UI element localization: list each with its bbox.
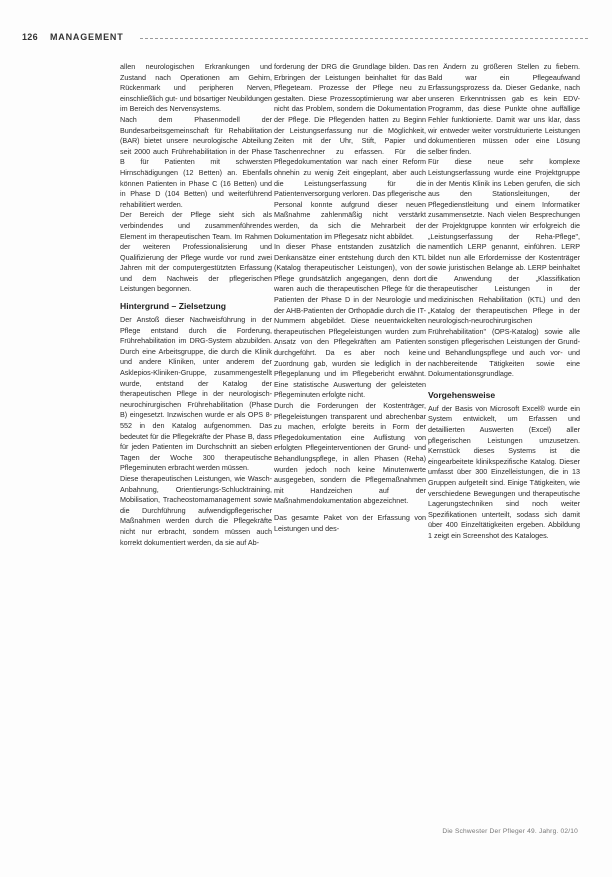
paragraph: ren Ändern zu größeren Stellen zu fiebern. Bald war ein Pflegeaufwand Erfassungsprozess da. Dieser Gedanke, nach unseren Erkenntnissen gab es kein EDV-Programm, das diese Punkte ohne auffällige Fehler funktionierte. Damit war uns klar, dass wir entweder weiter vorstrukturierte Leistungen dokumentieren müssen oder eine Lösung selber finden.	[428, 62, 580, 156]
page-number: 126	[22, 32, 38, 42]
paragraph: Der Bereich der Pflege sieht sich als verbindendes und zusammenführendes Element im therapeutischen Team. Im Rahmen der weiteren Professionalisierung und Qualifizierung der Pflege wurde vor rund zwei Jahren mit der computergestützten Erfassung und dem Nachweis der pflegerischen Leistungen begonnen.	[120, 210, 272, 294]
paragraph: Auf der Basis von Microsoft Excel® wurde ein System entwickelt, um Erfassen und detaillierten Auswerten (Excel) aller pflegerischen Leistungen umzusetzen. Kernstück dieses Systems ist die eingearbeitete klinikspezifische Katalog. Dieser umfasst über 300 Einzelleistungen, die in 13 Gruppen aufgeteilt sind. Einige Tätigkeiten, wie verschiedene Bewegungen und therapeutische Lagerungstechniken sind noch weiter Spezifikationen unterteilt, sodass sich damit über 400 Einzeltätigkeiten ergeben. Abbildung 1 zeigt ein Screenshot des Kataloges.	[428, 403, 580, 540]
section-title: MANAGEMENT	[50, 32, 124, 42]
paragraph: Das gesamte Paket von der Erfassung von Leistungen und des-	[274, 512, 426, 533]
text-column-1	[120, 62, 272, 842]
paragraph: allen neurologischen Erkrankungen und Zustand nach Operationen am Gehirn, Rückenmark und peripheren Nerven, einschließlich gut- und bösartiger Neubildungen im Bereich des Nervensystems.	[120, 62, 272, 114]
paragraph: Für diese neue sehr komplexe Leistungserfassung wurde eine Projektgruppe in der Mentis Klinik ins Leben gerufen, die sich aus den Stationsleitungen, der Pflegedienstleitung und einem Informatiker zusammensetzte. Nach vielen Besprechungen der Projektgruppe konnten wir erfolgreich die „Leistungserfassung der Reha-Pflege", namentlich LERP genannt, einführen. LERP bildet nun alle Erfordernisse der Kostenträger sowie juristischen Belange ab. LERP beinhaltet die Anwendung der „Klassifikation therapeutischer Leistungen in der medizinischen Rehabilitation (KTL) und den „Katalog der therapeutischen Pflege in der neurologisch-neurochirurgischen Frührehabilitation" (OPS-Katalog) sowie alle sonstigen pflegerischen Leistungen der Grund- und Behandlungspflege und auch vor- und nachbereitende Tätigkeiten sowie eine Dokumentationsgrundlage.	[428, 157, 580, 379]
page-footer: Die Schwester Der Pfleger 49. Jahrg. 02/10	[442, 828, 578, 835]
subheading: Vorgehensweise	[428, 389, 496, 400]
subheading: Hintergrund – Zielsetzung	[120, 301, 226, 312]
page-header	[20, 32, 592, 46]
paragraph: forderung der DRG die Grundlage bilden. Das Erbringen der Leistungen beinhaltet für das Pflegeteam. Prozesse der Pflege neu zu gestalten. Diese Prozessoptimierung war aber nicht das Problem, sondern die Dokumentation der Pflege. Die Pflegenden hatten zu Beginn der Leistungserfassung nur die Möglichkeit, Zeiten mit der Uhr, Stift, Papier und Taschenrechner zu erfassen. Für die Pflegedokumentation war nach einer Reform ohnehin zu wenig Zeit eingeplant, aber auch die Leistungserfassung für die Patientenversorgung verloren. Das pflegerische Personal konnte aufgrund dieser neuen Maßnahme zahlenmäßig nicht verstärkt werden, da sich die Mehrarbeit der Dokumentation im Pflegesatz nicht abbildet.	[274, 62, 426, 241]
paragraph: Diese therapeutischen Leistungen, wie Wasch-Anbahnung, Orientierungs-Schlucktraining, Mobilisation, Tracheostomamanagement sowie die Durchführung aufwendigpflegerischer Maßnahmen werden durch die Pflegekräfte nicht nur erbracht, sondern müssen auch korrekt dokumentiert werden, da sie auf Ab-	[120, 473, 272, 547]
paragraph: Durch die Forderungen der Kostenträger, Pflegeleistungen transparent und abrechenbar zu machen, erfolgte bereits in Form der Pflegedokumentation eine Auflistung von erfolgten Pflegeinterventionen der Grund- und Behandlungspflege, in allen Phasen (Reha) wurden jedoch noch keine Minutenwerte ausgegeben, sondern die Pflegemaßnahmen mit Handzeichen auf der Maßnahmendokumentation abgezeichnet.	[274, 401, 426, 506]
text-column-3	[428, 62, 580, 842]
paragraph: Nach dem Phasenmodell der Bundesarbeitsgemeinschaft für Rehabilitation (BAR) bietet unsere neurologische Abteilung seit 2000 auch Frührehabilitation in der Phase B für Patienten mit schwersten Hirnschädigungen (12 Betten) an. Ebenfalls können Patienten in Phase C (16 Betten) und in Phase D (104 Betten) und weiterführend rehabilitiert werden.	[120, 114, 272, 209]
header-divider	[140, 38, 588, 39]
text-column-2	[274, 62, 426, 842]
paragraph: Der Anstoß dieser Nachweisführung in der Pflege entstand durch die Forderung, Frührehabilitation im DRG-System abzubilden. Durch eine Arbeitsgruppe, die durch die Klinik und andere Kliniken, unter anderem der Asklepios-Kliniken-Gruppe, zusammengestellt wurde, entstand der Katalog der therapeutischen Pflege in der neurologisch-neurochirurgischen Frührehabilitation (Phase B) eingesetzt. Inzwischen wurde er als OPS 8-552 in den Katalog aufgenommen. Das bedeutet für die Pflegekräfte der Phase B, dass für jeden Patienten im Durchschnitt an sieben Tagen der Woche 300 therapeutische Pflegeminuten erbracht werden müssen.	[120, 315, 272, 473]
paragraph: In dieser Phase entstanden zusätzlich die Denkansätze einer entstehung durch den KTL (Katalog therapeutischer Leistungen), von der Pflege grundsätzlich angegangen, denn dort waren auch die therapeutischen Pflege für die Patienten der Phase D in der Neurologie und der AHB-Patienten der Orthopädie durch die IT-Nummern abgebildet. Diese neuentwickelten therapeutischen Pflegeleistungen wurden zum Ansatz von den Pflegekräften am Patienten durchgeführt. Da es aber noch keine Zuordnung gab, wurden sie lediglich in der Pflegeplanung und im Pflegebericht erwähnt. Eine statistische Auswertung der geleisteten Pflegeminuten erfolgte nicht.	[274, 242, 426, 400]
